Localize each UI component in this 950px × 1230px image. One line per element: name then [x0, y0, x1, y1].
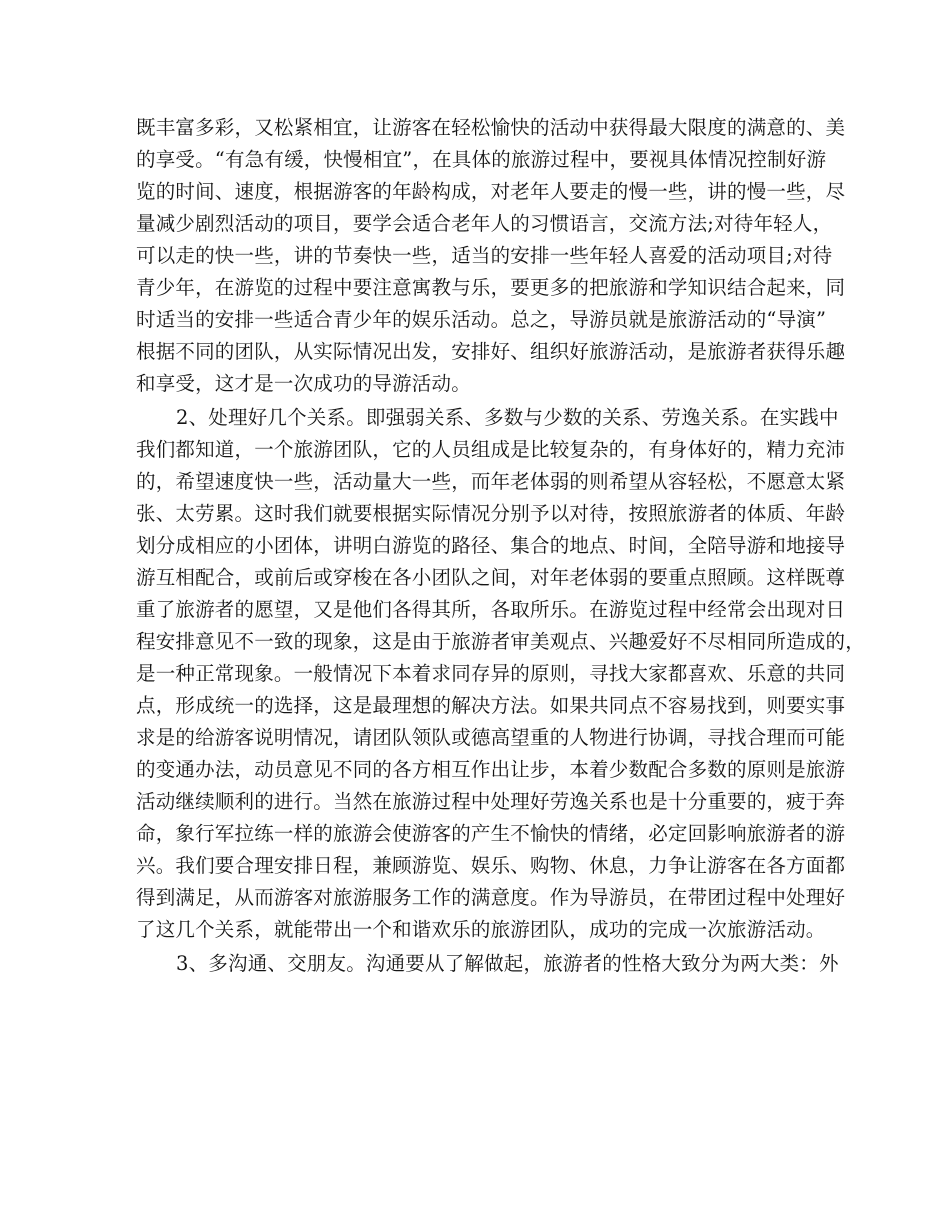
- paragraph-line: 活动继续顺利的进行。当然在旅游过程中处理好劳逸关系也是十分重要的，疲于奔: [136, 790, 846, 813]
- paragraph-line: 划分成相应的小团体，讲明白游览的路径、集合的地点、时间，全陪导游和地接导: [136, 534, 846, 557]
- paragraph-line: 的变通办法，动员意见不同的各方相互作出让步，本着少数配合多数的原则是旅游: [136, 758, 846, 781]
- paragraph-line: 重了旅游者的愿望，又是他们各得其所，各取所乐。在游览过程中经常会出现对日: [136, 598, 846, 621]
- paragraph-line: 得到满足，从而游客对旅游服务工作的满意度。作为导游员，在带团过程中处理好: [136, 886, 846, 909]
- paragraph-line: 量减少剧烈活动的项目，要学会适合老年人的习惯语言，交流方法;对待年轻人，: [136, 212, 833, 235]
- paragraph-line: 了这几个关系，就能带出一个和谐欢乐的旅游团队，成功的完成一次旅游活动。: [136, 918, 826, 941]
- paragraph-line: 我们都知道，一个旅游团队，它的人员组成是比较复杂的，有身体好的，精力充沛: [136, 438, 846, 461]
- paragraph-line: 是一种正常现象。一般情况下本着求同存异的原则，寻找大家都喜欢、乐意的共同: [136, 662, 846, 685]
- paragraph-line: 时适当的安排一些适合青少年的娱乐活动。总之，导游员就是旅游活动的“导演”: [136, 308, 827, 331]
- paragraph-1: [136, 112, 846, 400]
- paragraph-3: [136, 948, 839, 980]
- paragraph-line: 可以走的快一些，讲的节奏快一些，适当的安排一些年轻人喜爱的活动项目;对待: [136, 244, 833, 267]
- paragraph-first-line: 3、多沟通、交朋友。沟通要从了解做起，旅游者的性格大致分为两大类：外: [176, 952, 839, 975]
- paragraph-first-line: 2、处理好几个关系。即强弱关系、多数与少数的关系、劳逸关系。在实践中: [176, 406, 839, 429]
- paragraph-line: 兴。我们要合理安排日程，兼顾游览、娱乐、购物、休息，力争让游客在各方面都: [136, 854, 846, 877]
- paragraph-line: 游互相配合，或前后或穿梭在各小团队之间，对年老体弱的要重点照顾。这样既尊: [136, 566, 846, 589]
- paragraph-line: 程安排意见不一致的现象，这是由于旅游者审美观点、兴趣爱好不尽相同所造成的，: [136, 630, 865, 653]
- paragraph-line: 张、太劳累。这时我们就要根据实际情况分别予以对待，按照旅游者的体质、年龄: [136, 502, 846, 525]
- paragraph-line: 的享受。“有急有缓，快慢相宜”，在具体的旅游过程中，要视具体情况控制好游: [136, 148, 827, 171]
- paragraph-line: 和享受，这才是一次成功的导游活动。: [136, 372, 471, 395]
- paragraph-line: 览的时间、速度，根据游客的年龄构成，对老年人要走的慢一些，讲的慢一些，尽: [136, 180, 846, 203]
- paragraph-line: 既丰富多彩，又松紧相宜，让游客在轻松愉快的活动中获得最大限度的满意的、美: [136, 116, 846, 139]
- paragraph-2: [136, 402, 865, 946]
- paragraph-line: 根据不同的团队，从实际情况出发，安排好、组织好旅游活动，是旅游者获得乐趣: [136, 340, 846, 363]
- paragraph-line: 青少年，在游览的过程中要注意寓教与乐，要更多的把旅游和学知识结合起来，同: [136, 276, 846, 299]
- paragraph-line: 点，形成统一的选择，这是最理想的解决方法。如果共同点不容易找到，则要实事: [136, 694, 846, 717]
- paragraph-line: 命，象行军拉练一样的旅游会使游客的产生不愉快的情绪，必定回影响旅游者的游: [136, 822, 846, 845]
- paragraph-line: 求是的给游客说明情况，请团队领队或德高望重的人物进行协调，寻找合理而可能: [136, 726, 846, 749]
- paragraph-line: 的，希望速度快一些，活动量大一些，而年老体弱的则希望从容轻松，不愿意太紧: [136, 470, 846, 493]
